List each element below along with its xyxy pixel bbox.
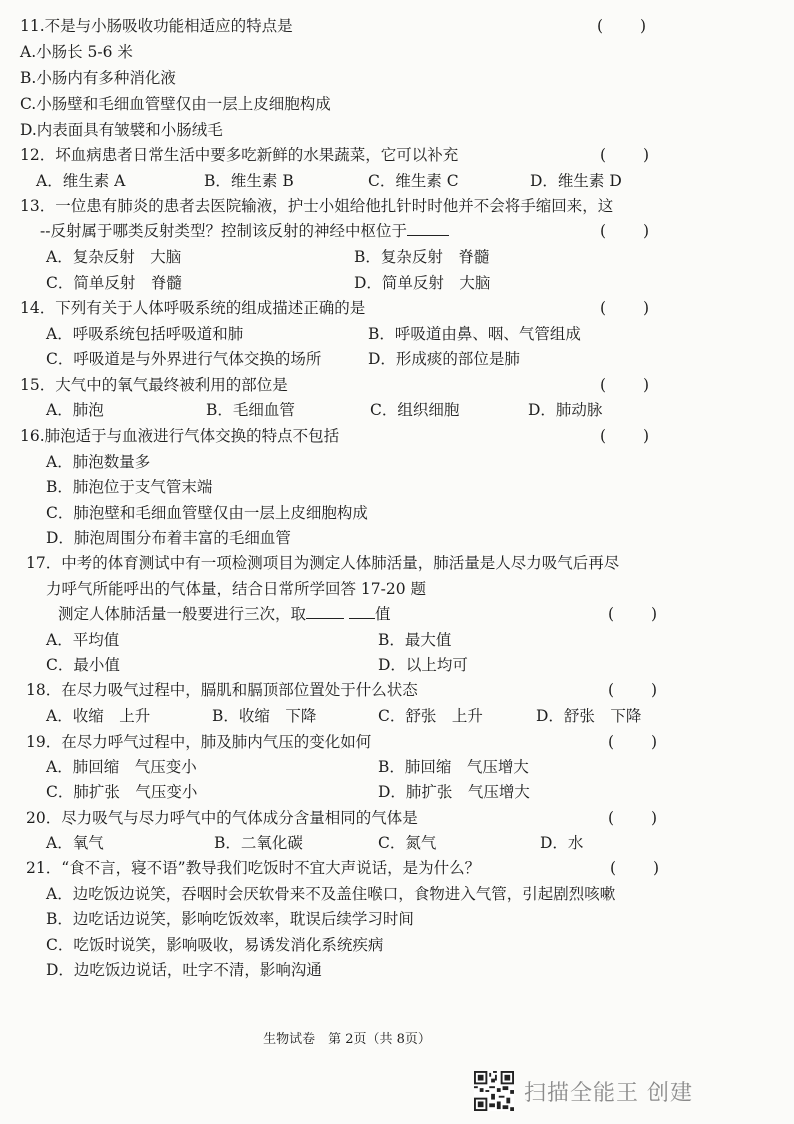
watermark-text: 扫描全能王 创建 bbox=[524, 1080, 693, 1106]
answer-paren: ( ) bbox=[600, 146, 652, 164]
q16-option-d: D．肺泡周围分布着丰富的毛细血管 bbox=[46, 529, 291, 547]
answer-paren: ( ) bbox=[600, 427, 652, 445]
q13-option-a: A．复杂反射 大脑 bbox=[46, 248, 182, 266]
q11-option-a: A.小肠长 5-6 米 bbox=[20, 43, 133, 61]
q20-option-a: A．氧气 bbox=[46, 834, 104, 852]
answer-paren: ( ) bbox=[600, 376, 652, 394]
question-19-stem: 19．在尽力呼气过程中，肺及肺内气压的变化如何 bbox=[26, 733, 372, 751]
q17-option-a: A．平均值 bbox=[46, 631, 120, 649]
answer-paren: ( ) bbox=[608, 605, 660, 623]
q15-option-d: D．肺动脉 bbox=[528, 401, 603, 419]
answer-blank bbox=[407, 221, 449, 236]
question-13-stem-line1: 13．一位患有肺炎的患者去医院输液，护士小姐给他扎针时时他并不会将手缩回来，这 bbox=[20, 197, 614, 215]
q13-option-b: B．复杂反射 脊髓 bbox=[354, 248, 490, 266]
question-13-stem-line2 bbox=[40, 221, 449, 241]
question-17-stem-suffix: 值 bbox=[374, 605, 391, 623]
q21-option-b: B．边吃话边说笑，影响吃饭效率，耽误后续学习时间 bbox=[46, 910, 414, 928]
question-17-stem-text: 测定人体肺活量一般要进行三次，取 bbox=[58, 605, 307, 623]
answer-paren: ( ) bbox=[600, 299, 652, 317]
q20-option-b: B．二氧化碳 bbox=[214, 834, 303, 852]
q15-option-a: A．肺泡 bbox=[46, 401, 104, 419]
answer-paren: ( ) bbox=[610, 859, 662, 877]
q12-option-a: A．维生素 A bbox=[36, 172, 126, 190]
scanner-watermark bbox=[474, 1070, 693, 1112]
answer-paren: ( ) bbox=[608, 809, 660, 827]
q11-option-b: B.小肠内有多种消化液 bbox=[20, 69, 176, 87]
q15-option-b: B．毛细血管 bbox=[206, 401, 295, 419]
q11-option-c: C.小肠壁和毛细血管壁仅由一层上皮细胞构成 bbox=[20, 95, 331, 113]
q21-option-c: C．吃饭时说笑，影响吸收，易诱发消化系统疾病 bbox=[46, 936, 384, 954]
question-17-stem-line3 bbox=[58, 604, 390, 624]
question-20-stem: 20．尽力吸气与尽力呼气中的气体成分含量相同的气体是 bbox=[26, 809, 418, 827]
answer-paren: ( ) bbox=[597, 17, 649, 35]
q16-option-c: C．肺泡壁和毛细血管壁仅由一层上皮细胞构成 bbox=[46, 504, 368, 522]
q12-option-d: D．维生素 D bbox=[530, 172, 622, 190]
q19-option-d: D．肺扩张 气压增大 bbox=[378, 783, 530, 801]
q16-option-b: B．肺泡位于支气管末端 bbox=[46, 478, 213, 496]
q19-option-c: C．肺扩张 气压变小 bbox=[46, 783, 198, 801]
q17-option-d: D．以上均可 bbox=[378, 656, 468, 674]
q14-option-c: C．呼吸道是与外界进行气体交换的场所 bbox=[46, 350, 322, 368]
answer-blank bbox=[306, 604, 344, 619]
q21-option-d: D．边吃饭边说话，吐字不清，影响沟通 bbox=[46, 961, 322, 979]
question-17-stem-line2: 力呼气所能呼出的气体量，结合日常所学回答 17-20 题 bbox=[46, 580, 427, 598]
q14-option-d: D．形成痰的部位是肺 bbox=[368, 350, 520, 368]
q13-option-c: C．简单反射 脊髓 bbox=[46, 274, 182, 292]
answer-blank bbox=[349, 604, 375, 619]
q12-option-b: B．维生素 B bbox=[204, 172, 294, 190]
q11-option-d: D.内表面具有皱襞和小肠绒毛 bbox=[20, 121, 223, 139]
question-18-stem: 18．在尽力吸气过程中，膈肌和膈顶部位置处于什么状态 bbox=[26, 681, 418, 699]
answer-paren: ( ) bbox=[608, 681, 660, 699]
q18-option-c: C．舒张 上升 bbox=[378, 707, 483, 725]
q19-option-a: A．肺回缩 气压变小 bbox=[46, 758, 197, 776]
question-12-stem: 12．坏血病患者日常生活中要多吃新鲜的水果蔬菜，它可以补充 bbox=[20, 146, 459, 164]
q12-option-c: C．维生素 C bbox=[368, 172, 459, 190]
q15-option-c: C．组织细胞 bbox=[370, 401, 460, 419]
q18-option-d: D．舒张 下降 bbox=[536, 707, 642, 725]
answer-paren: ( ) bbox=[600, 222, 652, 240]
question-17-stem-line1: 17．中考的体育测试中有一项检测项目为测定人体肺活量，肺活量是人尽力吸气后再尽 bbox=[26, 554, 620, 572]
q20-option-c: C．氮气 bbox=[378, 834, 437, 852]
q18-option-b: B．收缩 下降 bbox=[212, 707, 317, 725]
q16-option-a: A．肺泡数量多 bbox=[46, 453, 151, 471]
question-11-stem: 11.不是与小肠吸收功能相适应的特点是 bbox=[20, 17, 293, 35]
page-footer bbox=[0, 1031, 794, 1049]
q20-option-d: D．水 bbox=[540, 834, 584, 852]
q13-option-d: D．简单反射 大脑 bbox=[354, 274, 491, 292]
question-15-stem: 15．大气中的氧气最终被利用的部位是 bbox=[20, 376, 288, 394]
q14-option-a: A．呼吸系统包括呼吸道和肺 bbox=[46, 325, 244, 343]
q14-option-b: B．呼吸道由鼻、咽、气管组成 bbox=[368, 325, 581, 343]
q21-option-a: A．边吃饭边说笑，吞咽时会厌软骨来不及盖住喉口，食物进入气管，引起剧烈咳嗽 bbox=[46, 885, 616, 903]
q18-option-a: A．收缩 上升 bbox=[46, 707, 151, 725]
q19-option-b: B．肺回缩 气压增大 bbox=[378, 758, 529, 776]
page-footer-text: 生物试卷 第 2页（共 8页） bbox=[263, 1032, 431, 1047]
question-14-stem: 14．下列有关于人体呼吸系统的组成描述正确的是 bbox=[20, 299, 366, 317]
q17-option-c: C．最小值 bbox=[46, 656, 120, 674]
question-13-stem-text: --反射属于哪类反射类型？控制该反射的神经中枢位于 bbox=[40, 222, 407, 240]
qr-code-icon bbox=[474, 1071, 514, 1111]
q17-option-b: B．最大值 bbox=[378, 631, 452, 649]
question-16-stem: 16.肺泡适于与血液进行气体交换的特点不包括 bbox=[20, 427, 340, 445]
answer-paren: ( ) bbox=[608, 733, 660, 751]
question-21-stem: 21．“食不言，寝不语”教导我们吃饭时不宜大声说话，是为什么？ bbox=[26, 859, 481, 877]
